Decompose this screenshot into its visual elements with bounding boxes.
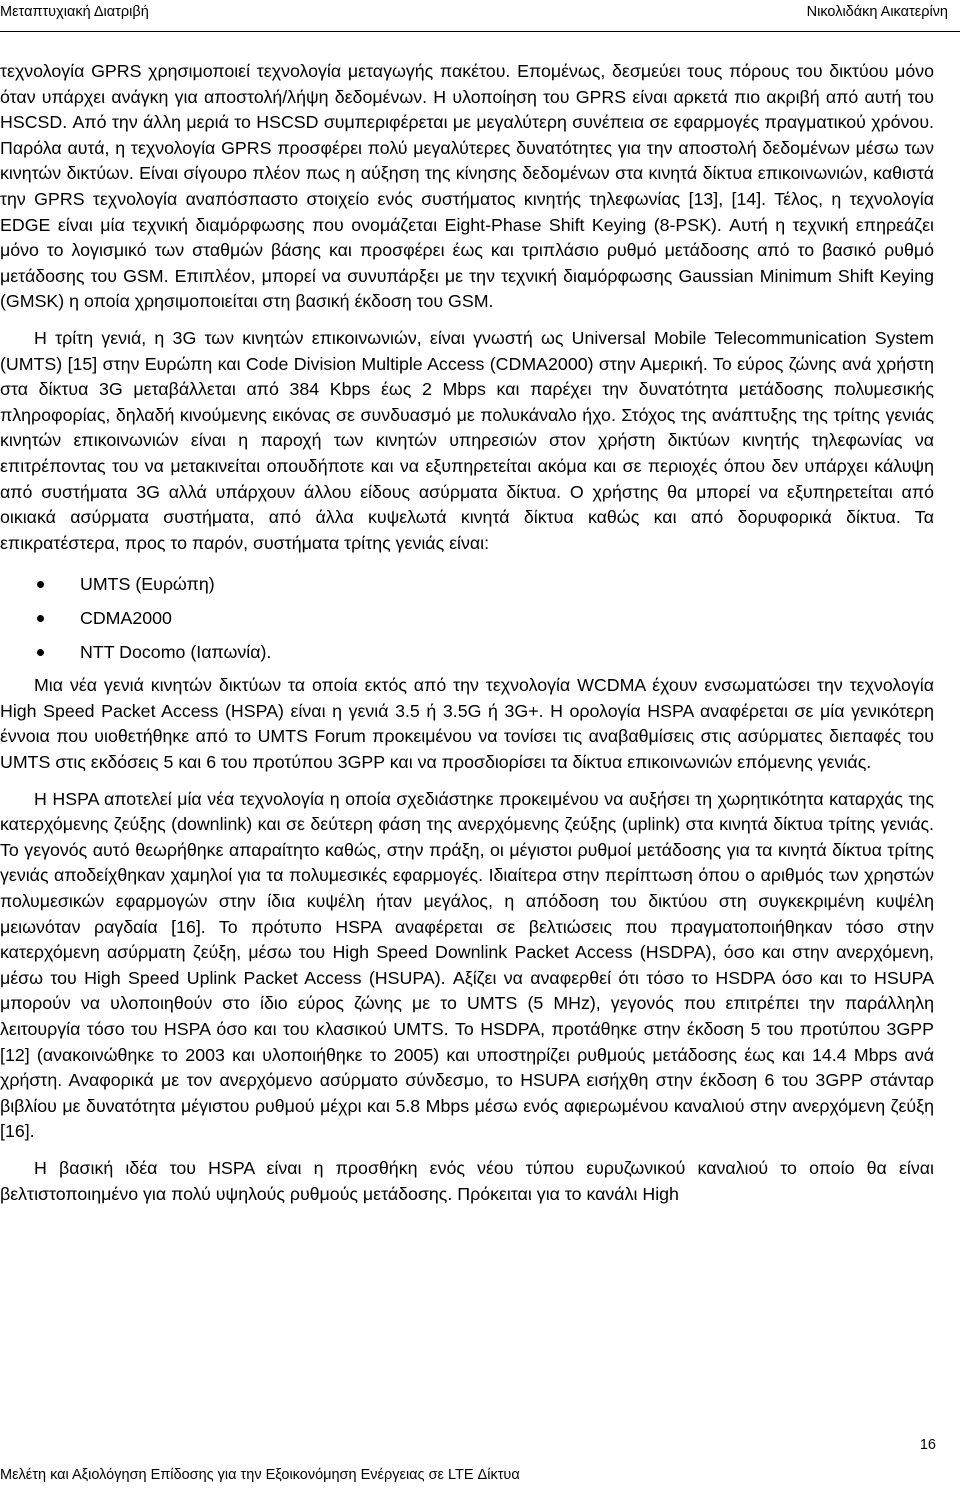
running-footer: Μελέτη και Αξιολόγηση Επίδοσης για την Εξοικονόμηση Ενέργειας σε LTE Δίκτυα <box>0 1467 520 1483</box>
paragraph-4: Η HSPA αποτελεί μία νέα τεχνολογία η οποία σχεδιάστηκε προκειμένου να αυξήσει τη χωρητικότητα καταρχάς της κατερχόμενης ζεύξης (downlink) και σε δεύτερη φάση της ανερχόμενης ζεύξης (uplink) στα κινητά δίκτυα τρίτης γενιάς. Το γεγονός αυτό θεωρήθηκε απαραίτητο καθώς, στην πράξη, οι μέγιστοι ρυθμοί μετάδοσης για τα κινητά δίκτυα τρίτης γενιάς αποδείχθηκαν χαμηλοί για τα πολυμεσικές εφαρμογές. Ιδιαίτερα στην περίπτωση όπου ο αριθμός των χρηστών πολυμεσικών εφαρμογών στην ίδια κυψέλη ήταν μεγάλος, η απόδοση του δικτύου στη συγκεκριμένη κυψέλη μειωνόταν ραγδαία [16]. Το πρότυπο HSPA αναφέρεται σε βελτιώσεις που πραγματοποιήθηκαν τόσο στην κατερχόμενη ασύρματη ζεύξη, μέσω του High Speed Downlink Packet Access (HSDPA), όσο και στην ανερχόμενη, μέσω του High Speed Uplink Packet Access (HSUPA). Αξίζει να αναφερθεί ότι τόσο το HSDPA όσο και το HSUPA μπορούν να υλοποιηθούν στο ίδιο εύρος ζώνης με το UMTS (5 MHz), γεγονός που επιτρέπει την παράλληλη λειτουργία τόσο του HSPA όσο και του κλασικού UMTS. Το HSDPA, προτάθηκε στην έκδοση 5 του προτύπου 3GPP [12] (ανακοινώθηκε το 2003 και υλοποιήθηκε το 2005) και υποστηρίζει ρυθμούς μετάδοσης έως και 14.4 Mbps ανά χρήστη. Αναφορικά με τον ανερχόμενο ασύρματο σύνδεσμο, το HSUPA εισήχθη στην έκδοση 6 του 3GPP στάνταρ βιβλίου με δυνατότητα μέγιστου ρυθμού μέχρι και 5.8 Mbps μέσω ενός αφιερωμένου καναλιού στην ανερχόμενη ζεύξη [16]. <box>0 788 934 1142</box>
paragraph-2: Η τρίτη γενιά, η 3G των κινητών επικοινωνιών, είναι γνωστή ως Universal Mobile Telecommunication System (UMTS) [15] στην Ευρώπη και Code Division Multiple Access (CDMA2000) στην Αμερική. Το εύρος ζώνης ανά χρήστη στα δίκτυα 3G μεταβάλλεται από 384 Kbps έως 2 Mbps και παρέχει την δυνατότητα μετάδοσης πολυμεσικής πληροφορίας, δηλαδή κινούμενης εικόνας σε συνδυασμό με πολυκάναλο ήχο. Στόχος της ανάπτυξης της τρίτης γενιάς κινητών επικοινωνιών είναι η παροχή των κινητών υπηρεσιών στον χρήστη δικτύων κινητής τηλεφωνίας να επιτρέποντας του να μετακινείται οπουδήποτε και να εξυπηρετείται ακόμα και σε περιοχές όπου δεν υπάρχει κάλυψη από συστήματα 3G αλλά υπάρχουν άλλου είδους ασύρματα δίκτυα. Ο χρήστης θα μπορεί να εξυπηρετείται από οικιακά ασύρματα συστήματα, από άλλα κυψελωτά κινητά δίκτυα καθώς και από δορυφορικά δίκτυα. Τα επικρατέστερα, προς το παρόν, συστήματα τρίτης γενιάς είναι: <box>0 327 934 553</box>
bullet-icon <box>37 615 44 622</box>
paragraph-3: Μια νέα γενιά κινητών δικτύων τα οποία εκτός από την τεχνολογία WCDMA έχουν ενσωματώσει την τεχνολογία High Speed Packet Access (HSPA) είναι η γενιά 3.5 ή 3.5G ή 3G+. Η ορολογία HSPA αναφέρεται σε μία γενικότερη έννοια που υιοθετήθηκε από το UMTS Forum προκειμένου να τονίσει τις αναβαθμίσεις στις ασύρματες διεπαφές του UMTS στις εκδόσεις 5 και 6 του προτύπου 3GPP και να προσδιορίσει τα δίκτυα επικοινωνιών επόμενης γενιάς. <box>0 675 934 773</box>
paragraph-5: Η βασική ιδέα του HSPA είναι η προσθήκη ενός νέου τύπου ευρυζωνικού καναλιού το οποίο θα είναι βελτιστοποιημένο για πολύ υψηλούς ρυθμούς μετάδοσης. Πρόκειται για το κανάλι High <box>0 1157 934 1204</box>
header-rule <box>0 31 960 32</box>
bullet-icon <box>37 581 44 588</box>
bullet-icon <box>37 649 44 656</box>
running-header <box>0 0 960 36</box>
list-item: NTT Docomo (Ιαπωνία). <box>0 635 934 669</box>
list-item: UMTS (Ευρώπη) <box>0 567 934 601</box>
list-item: CDMA2000 <box>0 601 934 635</box>
header-left: Μεταπτυχιακή Διατριβή <box>0 4 149 20</box>
bullet-list <box>0 567 934 669</box>
page-number: 16 <box>919 1437 936 1453</box>
body-text <box>0 59 934 1207</box>
header-right: Νικολιδάκη Αικατερίνη <box>806 4 948 20</box>
paragraph-1: τεχνολογία GPRS χρησιμοποιεί τεχνολογία μεταγωγής πακέτου. Επομένως, δεσμεύει τους πόρους του δικτύου μόνο όταν υπάρχει ανάγκη για αποστολή/λήψη δεδομένων. Η υλοποίηση του GPRS είναι αρκετά πιο ακριβή από αυτή του HSCSD. Από την άλλη μεριά το HSCSD συμπεριφέρεται με μεγαλύτερη συνέπεια σε εφαρμογές πραγματικού χρόνου. Παρόλα αυτά, η τεχνολογία GPRS προσφέρει πολύ μεγαλύτερες δυνατότητες για την αποστολή δεδομένων μέσω των κινητών δικτύων. Είναι σίγουρο πλέον πως η αύξηση της κίνησης δεδομένων στα κινητά δίκτυα επικοινωνιών, καθιστά την GPRS τεχνολογία αναπόσπαστο στοιχείο ενός συστήματος κινητής τηλεφωνίας [13], [14]. Τέλος, η τεχνολογία EDGE είναι μία τεχνική διαμόρφωσης που ονομάζεται Eight-Phase Shift Keying (8-PSK). Αυτή η τεχνική επηρεάζει μόνο το λογισμικό των σταθμών βάσης και προσφέρει έως και τριπλάσιο ρυθμό μετάδοσης από το βασικό ρυθμό μετάδοσης του GSM. Επιπλέον, μπορεί να συνυπάρξει με την τεχνική διαμόρφωσης Gaussian Minimum Shift Keying (GMSK) η οποία χρησιμοποιείται στη βασική έκδοση του GSM. <box>0 61 934 312</box>
